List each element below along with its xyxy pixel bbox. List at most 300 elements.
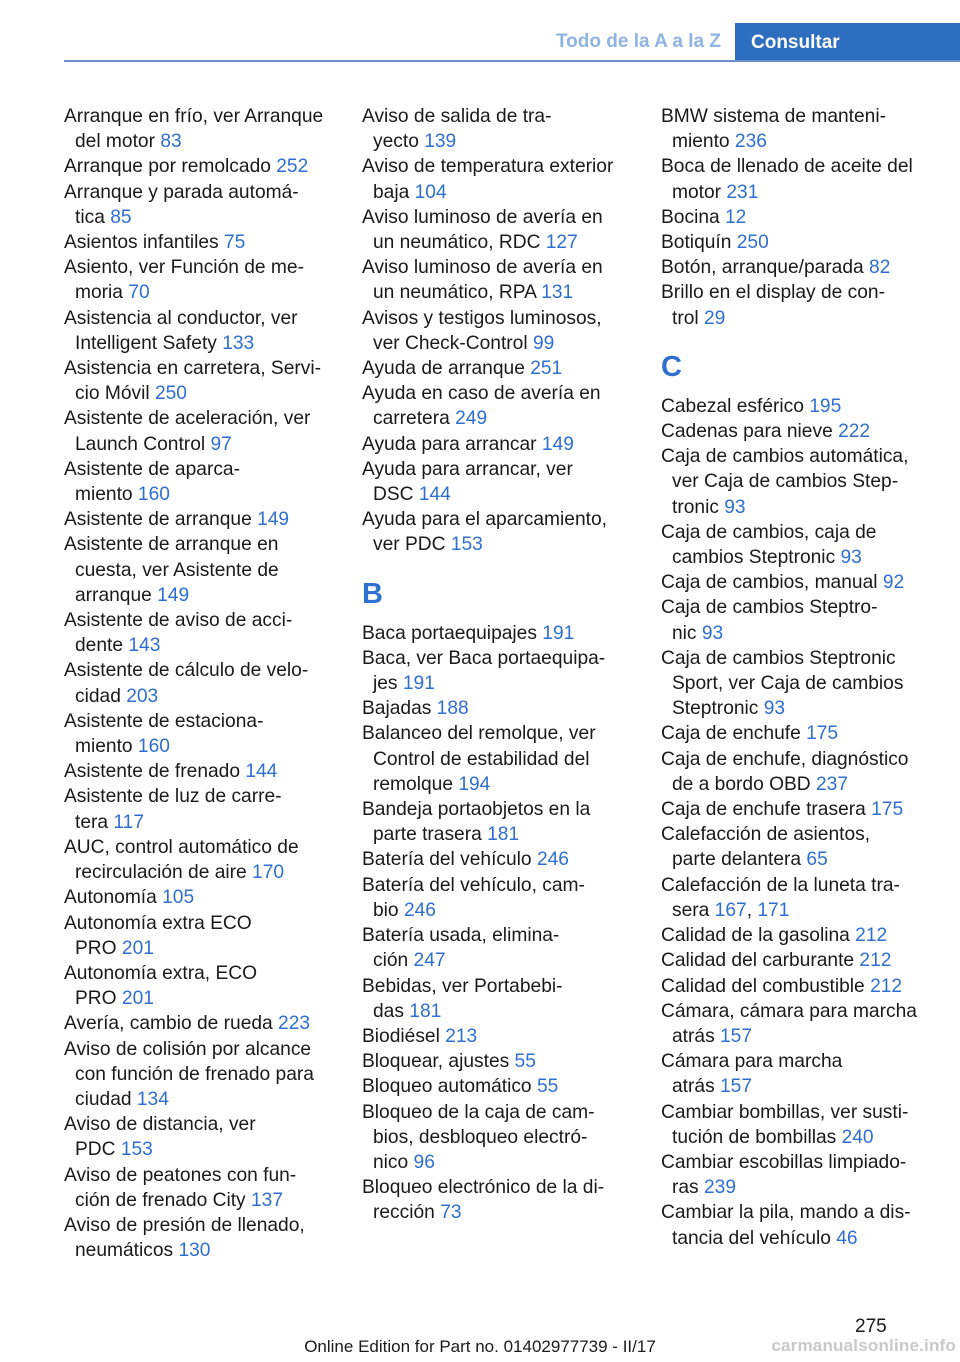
index-entry-line bbox=[661, 180, 923, 205]
index-entry-text: arranque bbox=[75, 584, 158, 606]
index-entry bbox=[362, 721, 630, 797]
page-reference-link[interactable]: 222 bbox=[838, 421, 871, 443]
index-entry-text: Bajadas bbox=[362, 698, 437, 720]
index-entry bbox=[661, 1200, 923, 1250]
index-entry bbox=[362, 847, 630, 872]
index-entry-text: Balanceo del remolque, ver bbox=[362, 723, 596, 745]
index-entry-text: Avería, cambio de rueda bbox=[64, 1013, 279, 1035]
page-reference-link[interactable]: 157 bbox=[720, 1076, 753, 1098]
index-entry-text: Asistente de luz de carre- bbox=[64, 786, 282, 808]
index-entry-line bbox=[362, 898, 630, 923]
index-entry bbox=[64, 1037, 332, 1113]
index-entry-text: Avisos y testigos luminosos, bbox=[362, 307, 602, 329]
page-reference-link[interactable]: 171 bbox=[757, 899, 790, 921]
index-entry-line bbox=[64, 507, 332, 532]
index-entry-line bbox=[64, 1238, 332, 1263]
index-entry-text: neumáticos bbox=[75, 1240, 179, 1262]
index-entry-text: sera bbox=[672, 899, 715, 921]
index-entry-line bbox=[362, 721, 630, 746]
index-entry-text: tancia del vehículo bbox=[672, 1227, 837, 1249]
page-reference-link[interactable]: 97 bbox=[210, 433, 232, 455]
page-reference-link[interactable]: 75 bbox=[223, 232, 246, 254]
page-reference-link[interactable]: 212 bbox=[859, 950, 892, 972]
index-entry-text: das bbox=[373, 1000, 410, 1022]
index-entry bbox=[362, 1049, 630, 1074]
index-letter-heading: B bbox=[362, 577, 383, 610]
index-entry-line bbox=[362, 797, 630, 822]
index-entry-text: Bloqueo de la caja de cam- bbox=[362, 1101, 595, 1123]
index-entry-text: Asistente de aviso de acci- bbox=[64, 610, 293, 632]
page-reference-link[interactable]: 157 bbox=[720, 1025, 753, 1047]
index-entry-text: ver Caja de cambios Step- bbox=[672, 471, 899, 493]
index-entry-line bbox=[64, 734, 332, 759]
index-entry-line bbox=[661, 154, 923, 179]
page-reference-link[interactable]: 83 bbox=[160, 131, 182, 153]
index-entry-text: Botiquín bbox=[661, 232, 737, 254]
index-entry-text: dente bbox=[75, 635, 129, 657]
index-entry-line bbox=[362, 457, 630, 482]
index-entry bbox=[64, 835, 332, 885]
index-entry-line bbox=[661, 280, 923, 305]
page-reference-link[interactable]: 160 bbox=[137, 484, 170, 506]
index-entry bbox=[64, 104, 332, 154]
index-entry-text: de a bordo OBD bbox=[672, 773, 816, 795]
index-entry-line bbox=[661, 419, 923, 444]
index-entry-line bbox=[362, 923, 630, 948]
index-entry-line bbox=[64, 406, 332, 431]
index-entry bbox=[362, 974, 630, 1024]
page-reference-link[interactable]: 99 bbox=[532, 332, 555, 354]
page-number: 275 bbox=[855, 1316, 887, 1337]
index-entry bbox=[362, 696, 630, 721]
index-entry bbox=[661, 721, 923, 746]
index-column-2 bbox=[362, 104, 630, 1226]
index-entry-text: Cambiar bombillas, ver susti- bbox=[661, 1101, 909, 1123]
index-entry-text: yecto bbox=[373, 131, 425, 153]
page-reference-link[interactable]: 250 bbox=[736, 232, 769, 254]
index-entry bbox=[64, 255, 332, 305]
index-entry bbox=[661, 394, 923, 419]
page-reference-link[interactable]: 240 bbox=[841, 1126, 874, 1148]
index-entry-text: ras bbox=[672, 1177, 704, 1199]
index-entry-line bbox=[362, 331, 630, 356]
page-reference-link[interactable]: 212 bbox=[870, 975, 903, 997]
index-entry bbox=[661, 948, 923, 973]
page-reference-link[interactable]: 175 bbox=[806, 723, 839, 745]
index-entry-line bbox=[362, 306, 630, 331]
index-entry-line bbox=[64, 784, 332, 809]
page-reference-link[interactable]: 160 bbox=[137, 736, 170, 758]
index-entry-text: Autonomía extra, ECO bbox=[64, 962, 258, 984]
page-reference-link[interactable]: 117 bbox=[113, 811, 144, 833]
index-entry-line bbox=[362, 1150, 630, 1175]
index-entry-line bbox=[64, 583, 332, 608]
index-entry-line bbox=[64, 154, 332, 179]
section-tab[interactable]: Todo de la A a la Z bbox=[555, 31, 721, 52]
index-entry-text: parte trasera bbox=[373, 824, 488, 846]
index-entry-line bbox=[661, 570, 923, 595]
index-entry bbox=[64, 180, 332, 230]
page-reference-link[interactable]: 93 bbox=[763, 698, 786, 720]
index-entry-line bbox=[661, 1125, 923, 1150]
index-entry-line bbox=[64, 331, 332, 356]
index-entry-text: PRO bbox=[75, 937, 122, 959]
index-entry bbox=[64, 759, 332, 784]
index-entry-line bbox=[64, 381, 332, 406]
index-entry-line bbox=[64, 129, 332, 154]
index-entry-text: bios, desbloqueo electró- bbox=[373, 1126, 588, 1148]
index-entry-text: Baca portaequipajes bbox=[362, 622, 543, 644]
page-reference-link[interactable]: 231 bbox=[726, 181, 759, 203]
index-entry-line bbox=[362, 482, 630, 507]
page-reference-link[interactable]: 201 bbox=[121, 937, 154, 959]
index-entry-line bbox=[661, 1150, 923, 1175]
index-entry bbox=[661, 1150, 923, 1200]
index-entry bbox=[64, 406, 332, 456]
index-entry-line bbox=[64, 104, 332, 129]
index-entry-text: bio bbox=[373, 899, 404, 921]
index-entry-line bbox=[64, 356, 332, 381]
index-entry-line bbox=[661, 469, 923, 494]
index-entry-text: Batería usada, elimina- bbox=[362, 925, 560, 947]
index-entry-line bbox=[362, 154, 630, 179]
index-entry-text: Asistente de cálculo de velo- bbox=[64, 660, 309, 682]
page-reference-link[interactable]: 236 bbox=[734, 131, 767, 153]
page-reference-link[interactable]: 93 bbox=[840, 547, 862, 569]
index-entry-text: Asistente de frenado bbox=[64, 761, 246, 783]
index-entry-line bbox=[661, 1175, 923, 1200]
index-entry bbox=[661, 595, 923, 645]
page-reference-link[interactable]: 223 bbox=[278, 1013, 311, 1035]
index-entry-text: un neumático, RDC bbox=[373, 232, 546, 254]
page-reference-link[interactable]: 133 bbox=[222, 332, 255, 354]
index-entry-line bbox=[362, 381, 630, 406]
index-entry bbox=[64, 230, 332, 255]
index-entry-text: ciudad bbox=[75, 1088, 137, 1110]
index-entry bbox=[362, 1100, 630, 1176]
index-entry-text: con función de frenado para bbox=[75, 1063, 314, 1085]
index-entry-text: Cabezal esférico bbox=[661, 395, 810, 417]
index-entry-text: atrás bbox=[672, 1025, 720, 1047]
page-reference-link[interactable]: 251 bbox=[530, 358, 563, 380]
index-entry bbox=[64, 532, 332, 608]
index-entry-text: Baca, ver Baca portaequipa- bbox=[362, 647, 606, 669]
index-entry-text: Aviso de colisión por alcance bbox=[64, 1038, 312, 1060]
page-reference-link[interactable]: 144 bbox=[418, 484, 451, 506]
index-entry bbox=[661, 520, 923, 570]
page-reference-link[interactable]: 213 bbox=[445, 1025, 478, 1047]
index-entry-line bbox=[362, 406, 630, 431]
index-entry-line bbox=[661, 104, 923, 129]
index-entry-text: tución de bombillas bbox=[672, 1126, 842, 1148]
index-entry-text: Ayuda para arrancar, ver bbox=[362, 458, 573, 480]
index-entry-line bbox=[661, 772, 923, 797]
index-entry-line bbox=[64, 860, 332, 885]
index-entry-line bbox=[661, 974, 923, 999]
page-reference-link[interactable]: 12 bbox=[725, 206, 747, 228]
index-entry-line bbox=[64, 709, 332, 734]
index-entry-line bbox=[64, 558, 332, 583]
index-entry-text: Calidad de la gasolina bbox=[661, 925, 856, 947]
index-entry-line bbox=[362, 205, 630, 230]
index-entry-line bbox=[362, 671, 630, 696]
index-entry bbox=[661, 923, 923, 948]
page-reference-link[interactable]: 73 bbox=[440, 1202, 462, 1224]
page-reference-link[interactable]: 149 bbox=[257, 509, 290, 531]
index-entry bbox=[661, 444, 923, 520]
page-reference-link[interactable]: 212 bbox=[855, 925, 888, 947]
index-entry-text: Asistente de estaciona- bbox=[64, 710, 264, 732]
index-entry-text: parte delantera bbox=[672, 849, 807, 871]
index-entry-text: Caja de cambios Steptro- bbox=[661, 597, 878, 619]
page-reference-link[interactable]: 246 bbox=[536, 849, 569, 871]
page-reference-link[interactable]: 55 bbox=[514, 1051, 536, 1073]
page-reference-link[interactable]: 104 bbox=[414, 181, 447, 203]
index-entry-text: Asistencia al conductor, ver bbox=[64, 307, 298, 329]
index-entry-line bbox=[362, 255, 630, 280]
index-entry-line bbox=[362, 822, 630, 847]
index-entry-line bbox=[661, 747, 923, 772]
index-entry-text: rección bbox=[373, 1202, 441, 1224]
index-entry-line bbox=[362, 507, 630, 532]
page-reference-link[interactable]: 195 bbox=[809, 395, 842, 417]
page-reference-link[interactable]: 194 bbox=[458, 773, 491, 795]
index-entry-text: Ayuda para arrancar bbox=[362, 433, 542, 455]
index-entry-line bbox=[64, 1087, 332, 1112]
index-entry-text: BMW sistema de manteni- bbox=[661, 106, 886, 127]
index-entry-line bbox=[362, 104, 630, 129]
index-entry bbox=[661, 797, 923, 822]
watermark-logo: carmanualsonline.info bbox=[771, 1336, 956, 1355]
page-reference-link[interactable]: 46 bbox=[836, 1227, 858, 1249]
index-entry bbox=[362, 797, 630, 847]
page-reference-link[interactable]: 201 bbox=[121, 988, 154, 1010]
index-entry-line bbox=[661, 822, 923, 847]
index-entry-text: Caja de enchufe, diagnóstico bbox=[661, 748, 909, 770]
index-entry-line bbox=[362, 747, 630, 772]
page-reference-link[interactable]: 85 bbox=[110, 206, 132, 228]
page-reference-link[interactable]: 153 bbox=[450, 534, 483, 556]
page-reference-link[interactable]: 239 bbox=[704, 1177, 737, 1199]
index-entry-line bbox=[64, 1137, 332, 1162]
index-entry-text: Cambiar escobillas limpiado- bbox=[661, 1151, 907, 1173]
index-entry-text: Asistente de aparca- bbox=[64, 458, 240, 480]
index-entry-text: Aviso de salida de tra- bbox=[362, 106, 552, 127]
page-reference-link[interactable]: 181 bbox=[409, 1000, 442, 1022]
index-entry bbox=[64, 356, 332, 406]
index-entry-text: ción bbox=[373, 950, 414, 972]
index-entry-text: Ayuda en caso de avería en bbox=[362, 383, 601, 405]
page-reference-link[interactable]: 153 bbox=[120, 1139, 153, 1161]
index-entry-line bbox=[64, 532, 332, 557]
page-reference-link[interactable]: 82 bbox=[869, 257, 891, 279]
page-reference-link[interactable]: 149 bbox=[157, 584, 190, 606]
index-entry-line bbox=[362, 1049, 630, 1074]
index-entry bbox=[661, 974, 923, 999]
index-entry-text: cambios Steptronic bbox=[672, 547, 841, 569]
page-reference-link[interactable]: 96 bbox=[413, 1151, 435, 1173]
index-entry-line bbox=[64, 1037, 332, 1062]
page-reference-link[interactable]: 134 bbox=[136, 1088, 169, 1110]
index-entry bbox=[661, 570, 923, 595]
page-reference-link[interactable]: 191 bbox=[542, 622, 575, 644]
page-reference-link[interactable]: 143 bbox=[128, 635, 161, 657]
page-reference-link[interactable]: 131 bbox=[541, 282, 574, 304]
index-entry-text: Brillo en el display de con- bbox=[661, 282, 885, 304]
index-entry-line bbox=[64, 280, 332, 305]
index-entry bbox=[64, 911, 332, 961]
index-entry-text: un neumático, RPA bbox=[373, 282, 542, 304]
index-entry-text: Bocina bbox=[661, 206, 725, 228]
index-entry bbox=[362, 154, 630, 204]
page-reference-link[interactable]: 188 bbox=[436, 698, 469, 720]
page-reference-link[interactable]: 93 bbox=[724, 496, 746, 518]
index-entry-line bbox=[661, 873, 923, 898]
index-entry-line bbox=[362, 873, 630, 898]
index-entry-line bbox=[64, 961, 332, 986]
index-entry-line bbox=[362, 999, 630, 1024]
index-entry-line bbox=[362, 129, 630, 154]
index-entry-text: miento bbox=[75, 484, 138, 506]
index-entry bbox=[661, 230, 923, 255]
page-reference-link[interactable]: 105 bbox=[162, 887, 195, 909]
index-entry-line bbox=[661, 1049, 923, 1074]
index-entry bbox=[362, 457, 630, 507]
index-entry-line bbox=[64, 1213, 332, 1238]
index-column-1 bbox=[64, 104, 332, 1263]
index-entry bbox=[661, 873, 923, 923]
page-reference-link[interactable]: 167 bbox=[714, 899, 747, 921]
index-entry-text: tronic bbox=[672, 496, 725, 518]
index-entry-line bbox=[661, 495, 923, 520]
page-reference-link[interactable]: 65 bbox=[806, 849, 828, 871]
index-entry-text: Biodiésel bbox=[362, 1025, 446, 1047]
index-entry-text: atrás bbox=[672, 1076, 720, 1098]
index-entry-text: Asistencia en carretera, Servi- bbox=[64, 358, 321, 380]
page-reference-link[interactable]: 252 bbox=[276, 156, 309, 178]
index-entry-line bbox=[362, 230, 630, 255]
index-entry-line bbox=[661, 230, 923, 255]
page-reference-link[interactable]: 149 bbox=[541, 433, 574, 455]
index-entry-text: DSC bbox=[373, 484, 419, 506]
index-letter-heading: C bbox=[661, 350, 682, 383]
index-entry-text: Aviso de temperatura exterior bbox=[362, 156, 614, 178]
index-entry-line bbox=[661, 1024, 923, 1049]
footer-edition-text: Online Edition for Part no. 01402977739 - II/17 bbox=[304, 1337, 656, 1356]
index-entry bbox=[64, 608, 332, 658]
index-entry-line bbox=[362, 646, 630, 671]
page-reference-link[interactable]: 130 bbox=[178, 1240, 211, 1262]
index-entry-line bbox=[362, 974, 630, 999]
page-reference-link[interactable]: 29 bbox=[704, 307, 726, 329]
page-reference-link[interactable]: 249 bbox=[455, 408, 488, 430]
index-entry-text: moria bbox=[75, 282, 129, 304]
index-entry-text: Bloqueo electrónico de la di- bbox=[362, 1177, 605, 1199]
index-entry bbox=[64, 1163, 332, 1213]
index-entry-text: Steptronic bbox=[672, 698, 764, 720]
page-reference-link[interactable]: 55 bbox=[536, 1076, 559, 1098]
index-entry-line bbox=[661, 646, 923, 671]
page-reference-link[interactable]: 144 bbox=[245, 761, 278, 783]
page-reference-link[interactable]: 92 bbox=[882, 572, 905, 594]
index-entry-text: carretera bbox=[373, 408, 456, 430]
index-entry bbox=[64, 784, 332, 834]
index-entry-text: Asientos infantiles bbox=[64, 232, 224, 254]
index-entry-text: Ayuda de arranque bbox=[362, 358, 531, 380]
index-entry-line bbox=[661, 721, 923, 746]
page-reference-link[interactable]: 127 bbox=[545, 232, 578, 254]
index-entry bbox=[362, 255, 630, 305]
page-reference-link[interactable]: 175 bbox=[871, 799, 904, 821]
index-entry-line bbox=[64, 306, 332, 331]
page-reference-link[interactable]: 137 bbox=[251, 1189, 284, 1211]
page-reference-link[interactable]: 181 bbox=[487, 824, 520, 846]
index-entry-line bbox=[64, 255, 332, 280]
index-entry-line bbox=[661, 696, 923, 721]
index-entry-line bbox=[64, 684, 332, 709]
active-tab-consultar[interactable]: Consultar bbox=[735, 23, 960, 62]
page-reference-link[interactable]: 203 bbox=[126, 685, 159, 707]
index-entry-text: Cámara para marcha bbox=[661, 1051, 843, 1073]
page-reference-link[interactable]: 250 bbox=[154, 383, 187, 405]
index-entry-line bbox=[64, 205, 332, 230]
index-entry-text: nico bbox=[373, 1151, 414, 1173]
page-reference-link[interactable]: 246 bbox=[403, 899, 436, 921]
page-reference-link[interactable]: 139 bbox=[424, 131, 457, 153]
index-entry bbox=[64, 457, 332, 507]
index-entry-text: Batería del vehículo bbox=[362, 849, 537, 871]
index-entry bbox=[661, 154, 923, 204]
index-entry-line bbox=[362, 1100, 630, 1125]
index-entry-text: baja bbox=[373, 181, 415, 203]
index-entry-text: Calidad del carburante bbox=[661, 950, 860, 972]
page-reference-link[interactable]: 93 bbox=[701, 622, 724, 644]
index-entry-line bbox=[661, 847, 923, 872]
index-entry-text: Intelligent Safety bbox=[75, 332, 223, 354]
page-reference-link[interactable]: 247 bbox=[413, 950, 446, 972]
index-entry-text: tica bbox=[75, 206, 111, 228]
index-entry-text: Aviso luminoso de avería en bbox=[362, 257, 603, 279]
index-entry-line bbox=[661, 306, 923, 331]
index-entry-line bbox=[661, 205, 923, 230]
index-entry-line bbox=[362, 1200, 630, 1225]
index-entry bbox=[661, 646, 923, 722]
index-entry-line bbox=[661, 520, 923, 545]
index-entry-text: remolque bbox=[373, 773, 459, 795]
index-entry-line bbox=[362, 180, 630, 205]
index-entry-text: Cámara, cámara para marcha bbox=[661, 1000, 917, 1022]
page-reference-link[interactable]: 237 bbox=[816, 773, 849, 795]
index-entry-line bbox=[362, 280, 630, 305]
index-entry-line bbox=[362, 948, 630, 973]
page-reference-link[interactable]: 170 bbox=[252, 862, 285, 884]
index-entry-line bbox=[661, 797, 923, 822]
index-entry bbox=[64, 1011, 332, 1036]
index-entry-text: trol bbox=[672, 307, 704, 329]
index-entry-line bbox=[362, 847, 630, 872]
index-entry-text: Aviso de distancia, ver bbox=[64, 1114, 256, 1136]
index-entry-line bbox=[64, 230, 332, 255]
index-entry-line bbox=[64, 1163, 332, 1188]
index-entry bbox=[661, 255, 923, 280]
page-reference-link[interactable]: 191 bbox=[402, 673, 435, 695]
index-entry-text: nic bbox=[672, 622, 702, 644]
index-entry-text: Aviso luminoso de avería en bbox=[362, 206, 603, 228]
index-entry-text: miento bbox=[75, 736, 138, 758]
index-entry-line bbox=[362, 356, 630, 381]
index-entry bbox=[362, 104, 630, 154]
page-reference-link[interactable]: 70 bbox=[128, 282, 150, 304]
